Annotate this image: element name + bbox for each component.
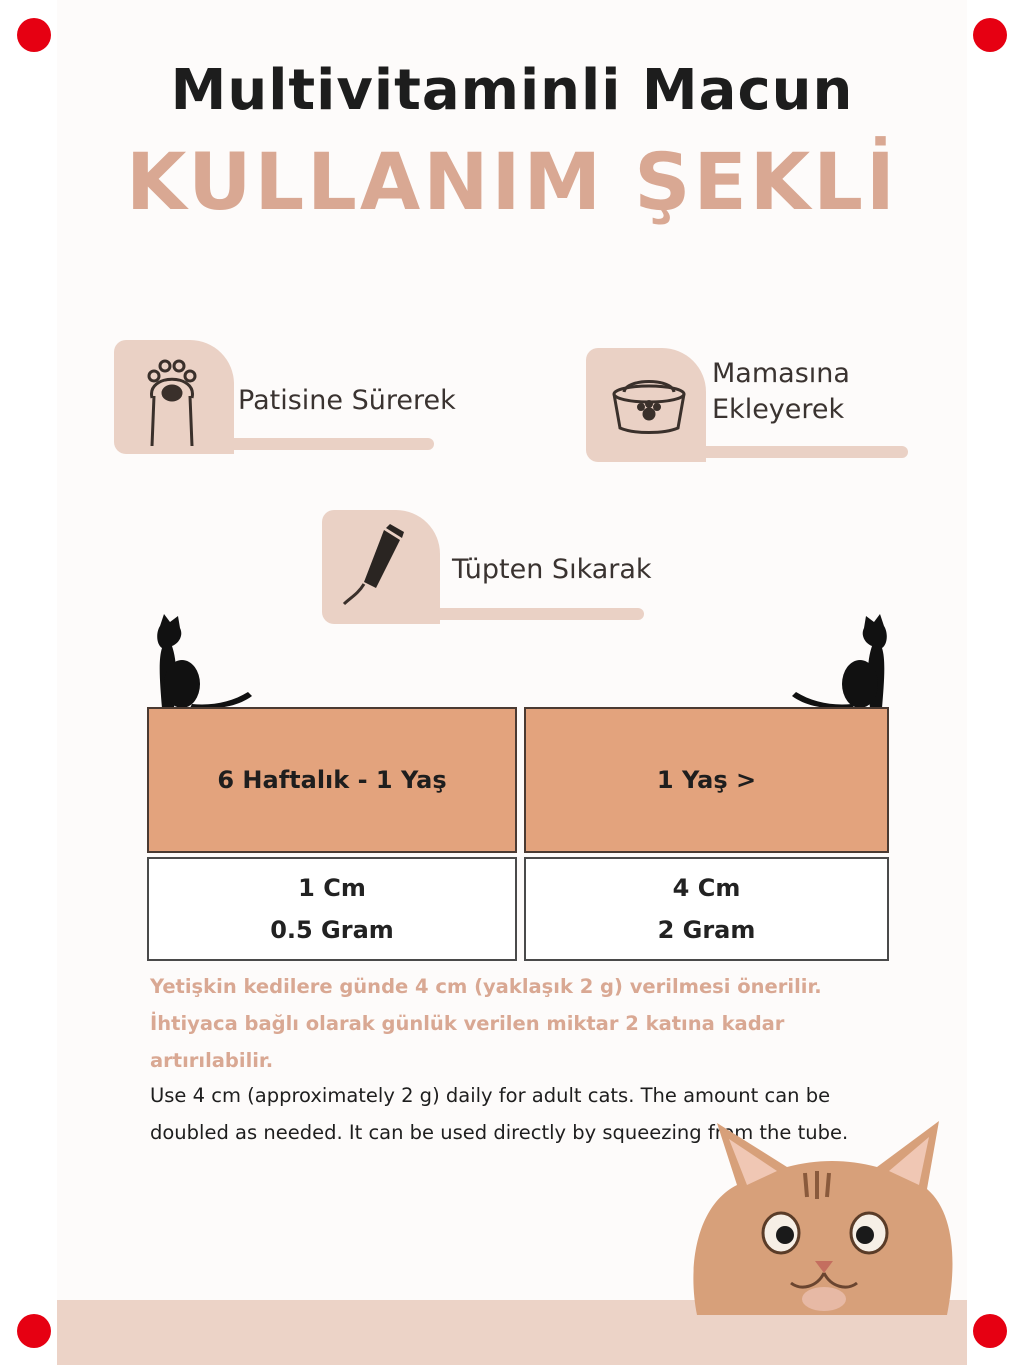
young-dose-weight: 0.5 Gram [270, 916, 394, 944]
method-food-label [712, 356, 850, 429]
adult-dose-length: 4 Cm [672, 874, 741, 902]
paw-icon [132, 348, 212, 448]
black-cat-left-icon [152, 614, 262, 709]
marker-dot-top-left [17, 18, 51, 52]
instruction-card [57, 0, 967, 1365]
marker-dot-bottom-left [17, 1314, 51, 1348]
method-food [586, 348, 908, 462]
marker-dot-bottom-right [973, 1314, 1007, 1348]
method-tube [322, 510, 652, 624]
method-paw-label: Patisine Sürerek [238, 385, 456, 416]
black-cat-right-icon [782, 614, 892, 709]
product-title: Multivitaminli Macun [170, 58, 854, 123]
tabby-cat-image [677, 1115, 957, 1315]
method-tube-label: Tüpten Sıkarak [452, 554, 652, 585]
method-food-label-line1: Mamasına [712, 358, 850, 389]
table-cell-young-dose [147, 857, 517, 961]
usage-heading: KULLANIM ŞEKLİ [126, 138, 898, 228]
young-dose-length: 1 Cm [298, 874, 366, 902]
method-food-label-line2: Ekleyerek [712, 394, 845, 426]
adult-dose-weight: 2 Gram [657, 916, 756, 944]
table-header-young: 6 Haftalık - 1 Yaş [147, 707, 517, 853]
table-header-adult: 1 Yaş > [524, 707, 889, 853]
marker-dot-top-right [973, 18, 1007, 52]
english-description: Use 4 cm (approximately 2 g) daily for adult cats. The amount can be doubled as needed. It can be used directly by squeezing from the tube. [150, 1084, 849, 1144]
method-paw [114, 340, 456, 454]
tube-icon [336, 518, 416, 613]
table-cell-adult-dose [524, 857, 889, 961]
turkish-description: Yetişkin kedilere günde 4 cm (yaklaşık 2 g) verilmesi önerilir. İhtiyaca bağlı olarak günlük verilen miktar 2 katına kadar artırılabilir. [150, 975, 822, 1072]
food-bowl-icon [604, 370, 694, 440]
